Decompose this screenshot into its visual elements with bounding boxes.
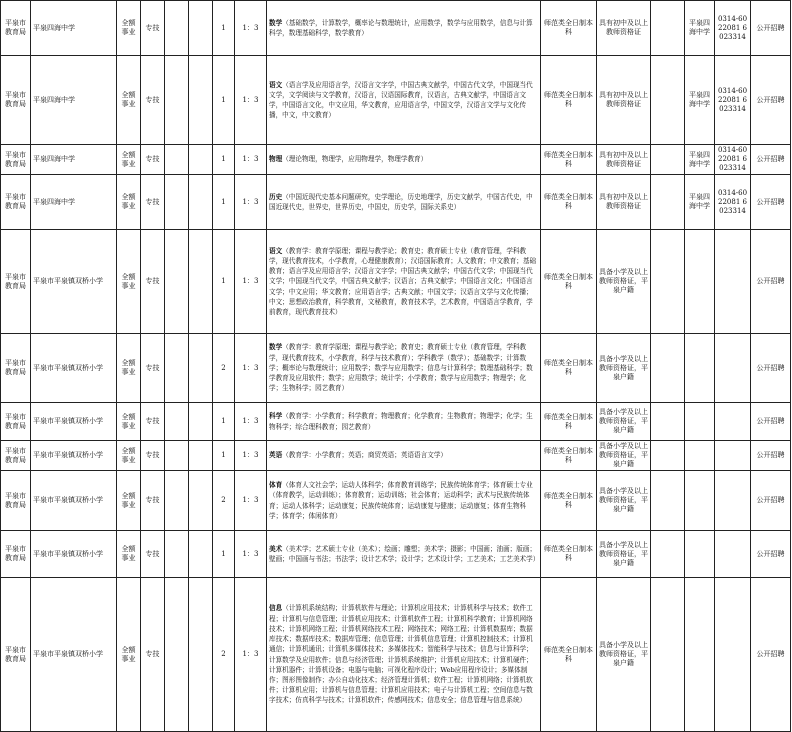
requirement-cell xyxy=(267,403,541,441)
requirement-cell xyxy=(267,471,541,531)
subject-label: 数学 xyxy=(269,18,283,27)
subject-label: 信息 xyxy=(269,604,283,613)
school-cell: 平泉市平泉镇双桥小学 xyxy=(31,230,117,334)
certificate-cell: 具备小学及以上教师资格证，平泉户籍 xyxy=(597,403,651,441)
blank-cell xyxy=(189,403,213,441)
unit-cell: 平泉市教育局 xyxy=(1,230,31,334)
post-type-cell: 专技 xyxy=(141,578,165,732)
post-type-cell: 专技 xyxy=(141,441,165,471)
contact-cell xyxy=(685,531,715,578)
unit-cell: 平泉市教育局 xyxy=(1,334,31,403)
contact-cell xyxy=(685,578,715,732)
majors-text: （理论物理，物理学，应用物理学，物理学教育） xyxy=(282,155,428,164)
hukou-cell xyxy=(651,334,685,403)
nature-cell: 全额事业 xyxy=(117,175,141,230)
education-cell: 师范类全日制本科 xyxy=(541,441,597,471)
blank-cell xyxy=(189,334,213,403)
nature-cell: 全额事业 xyxy=(117,56,141,145)
blank-cell xyxy=(189,175,213,230)
blank-cell xyxy=(189,531,213,578)
count-cell: 1 xyxy=(213,145,235,175)
requirement-cell xyxy=(267,145,541,175)
subject-label: 数学 xyxy=(269,343,283,352)
unit-cell: 平泉市教育局 xyxy=(1,471,31,531)
post-type-cell: 专技 xyxy=(141,175,165,230)
contact-cell xyxy=(685,334,715,403)
majors-text: （教育学：教育学原理；课程与教学论；教育史；教育硕士专业（教育管理，学科教学，现代教育技术，小学教育，心理健康教育）；汉语国际教育；人文教育；中文教育；基础教育；语言学及应用语言学；汉语言文字学；中国古典文献学；中国古代文学；中国现当代文学；中国现当代文学，中国古典文献学；汉语言；古典文献学；中国语言文化；中国语言文学；中文应用；华文教育；应用语言学；古典文献；中国文学；汉语言文学与文化传播；中文；思想政治教育，科学教育，文秘教育，教育技术学，艺术教育，中国语言学教育，学前教育，现代教育技术） xyxy=(269,246,537,316)
school-cell: 平泉市平泉镇双桥小学 xyxy=(31,441,117,471)
subject-label: 语文 xyxy=(269,80,283,89)
table-row xyxy=(1,578,791,732)
blank-cell xyxy=(165,145,189,175)
education-cell: 师范类全日制本科 xyxy=(541,334,597,403)
education-cell: 师范类全日制本科 xyxy=(541,145,597,175)
majors-text: （美术学；艺术硕士专业（美术）；绘画；雕塑；美术学；摄影；中国画；油画；版画；壁画；中国画与书法；书法学；设计艺术学；设计学；艺术设计学；工艺美术；工艺美术学） xyxy=(269,544,540,563)
unit-cell: 平泉市教育局 xyxy=(1,403,31,441)
table-body xyxy=(1,1,791,732)
table-row xyxy=(1,56,791,145)
count-cell: 1 xyxy=(213,531,235,578)
nature-cell: 全额事业 xyxy=(117,471,141,531)
certificate-cell: 具有初中及以上教师资格证 xyxy=(597,175,651,230)
certificate-cell: 具备小学及以上教师资格证，平泉户籍 xyxy=(597,334,651,403)
majors-text: （体育人文社会学；运动人体科学；体育教育训练学；民族传统体育学；体育硕士专业（体育教学，运动训练）；体育教育；运动训练；社会体育；运动科学；武术与民族传统体育；运动人体科学；运动康复；民族传统体育；运动康复与健康；运动康复；体育生物科学；体育学；体闲体育） xyxy=(269,481,533,520)
certificate-cell: 具备小学及以上教师资格证，平泉户籍 xyxy=(597,471,651,531)
contact-cell: 平泉四海中学 xyxy=(685,1,715,56)
method-cell: 公开招聘 xyxy=(751,175,791,230)
ratio-cell: 1：3 xyxy=(235,230,267,334)
phone-cell: 0314-6022081 6023314 xyxy=(715,56,751,145)
blank-cell xyxy=(165,175,189,230)
phone-cell xyxy=(715,230,751,334)
contact-cell xyxy=(685,403,715,441)
count-cell: 1 xyxy=(213,441,235,471)
phone-cell: 0314-6022081 6023314 xyxy=(715,175,751,230)
requirement-cell xyxy=(267,175,541,230)
count-cell: 2 xyxy=(213,471,235,531)
post-type-cell: 专技 xyxy=(141,145,165,175)
blank-cell xyxy=(165,471,189,531)
school-cell: 平泉市平泉镇双桥小学 xyxy=(31,403,117,441)
post-type-cell: 专技 xyxy=(141,230,165,334)
table-row xyxy=(1,175,791,230)
phone-cell xyxy=(715,403,751,441)
certificate-cell: 具备小学及以上教师资格证，平泉户籍 xyxy=(597,230,651,334)
method-cell: 公开招聘 xyxy=(751,403,791,441)
education-cell: 师范类全日制本科 xyxy=(541,56,597,145)
subject-label: 美术 xyxy=(269,544,283,553)
contact-cell: 平泉四海中学 xyxy=(685,56,715,145)
post-type-cell: 专技 xyxy=(141,1,165,56)
unit-cell: 平泉市教育局 xyxy=(1,56,31,145)
blank-cell xyxy=(165,403,189,441)
subject-label: 体育 xyxy=(269,481,283,490)
blank-cell xyxy=(189,230,213,334)
blank-cell xyxy=(165,56,189,145)
ratio-cell: 1：3 xyxy=(235,56,267,145)
ratio-cell: 1：3 xyxy=(235,334,267,403)
post-type-cell: 专技 xyxy=(141,531,165,578)
requirement-cell xyxy=(267,441,541,471)
unit-cell: 平泉市教育局 xyxy=(1,531,31,578)
table-row xyxy=(1,531,791,578)
phone-cell xyxy=(715,334,751,403)
nature-cell: 全额事业 xyxy=(117,441,141,471)
ratio-cell: 1：3 xyxy=(235,1,267,56)
ratio-cell: 1：3 xyxy=(235,145,267,175)
school-cell: 平泉市平泉镇双桥小学 xyxy=(31,471,117,531)
post-type-cell: 专技 xyxy=(141,334,165,403)
nature-cell: 全额事业 xyxy=(117,230,141,334)
hukou-cell xyxy=(651,56,685,145)
table-row xyxy=(1,471,791,531)
school-cell: 平泉市平泉镇双桥小学 xyxy=(31,578,117,732)
phone-cell xyxy=(715,531,751,578)
table-row xyxy=(1,230,791,334)
nature-cell: 全额事业 xyxy=(117,334,141,403)
blank-cell xyxy=(165,441,189,471)
contact-cell: 平泉四海中学 xyxy=(685,145,715,175)
education-cell: 师范类全日制本科 xyxy=(541,1,597,56)
unit-cell: 平泉市教育局 xyxy=(1,1,31,56)
certificate-cell: 具备小学及以上教师资格证，平泉户籍 xyxy=(597,441,651,471)
requirement-cell xyxy=(267,56,541,145)
table-row xyxy=(1,334,791,403)
contact-cell xyxy=(685,471,715,531)
certificate-cell: 具有初中及以上教师资格证 xyxy=(597,145,651,175)
majors-text: （基础数学，计算数学，概率论与数理统计，应用数学，数学与应用数学，信息与计算科学，数理基础科学，数学教育） xyxy=(269,18,533,37)
count-cell: 1 xyxy=(213,403,235,441)
phone-cell xyxy=(715,471,751,531)
majors-text: （教育学：小学教育；科学教育；物理教育；化学教育；生物教育；物理学；化学；生物科学；综合理科教育；园艺教育） xyxy=(269,412,533,431)
count-cell: 2 xyxy=(213,578,235,732)
count-cell: 1 xyxy=(213,1,235,56)
table-row xyxy=(1,403,791,441)
hukou-cell xyxy=(651,403,685,441)
post-type-cell: 专技 xyxy=(141,471,165,531)
post-type-cell: 专技 xyxy=(141,56,165,145)
majors-text: （教育学：教育学原理；课程与教学论；教育史；教育硕士专业（教育管理，学科教学，现代教育技术，小学教育，科学与技术教育）；学科教学（数学）；基础数学；计算数学；概率论与数理统计；应用数学；数学与应用数学；信息与计算科学；数理基础科学；数学教育及应用软件；数学；应用数学；统计学；小学教育；数学与应用数学；物理学；化学；生物科学；园艺教育） xyxy=(269,343,533,393)
method-cell: 公开招聘 xyxy=(751,145,791,175)
blank-cell xyxy=(165,230,189,334)
ratio-cell: 1：3 xyxy=(235,403,267,441)
unit-cell: 平泉市教育局 xyxy=(1,578,31,732)
contact-cell: 平泉四海中学 xyxy=(685,175,715,230)
education-cell: 师范类全日制本科 xyxy=(541,471,597,531)
ratio-cell: 1：3 xyxy=(235,578,267,732)
hukou-cell xyxy=(651,1,685,56)
unit-cell: 平泉市教育局 xyxy=(1,175,31,230)
unit-cell: 平泉市教育局 xyxy=(1,145,31,175)
subject-label: 英语 xyxy=(269,451,283,460)
ratio-cell: 1：3 xyxy=(235,441,267,471)
blank-cell xyxy=(189,1,213,56)
hukou-cell xyxy=(651,175,685,230)
blank-cell xyxy=(165,578,189,732)
phone-cell: 0314-6022081 6023314 xyxy=(715,145,751,175)
blank-cell xyxy=(165,531,189,578)
education-cell: 师范类全日制本科 xyxy=(541,578,597,732)
hukou-cell xyxy=(651,578,685,732)
requirement-cell xyxy=(267,230,541,334)
subject-label: 科学 xyxy=(269,412,283,421)
method-cell: 公开招聘 xyxy=(751,441,791,471)
majors-text: （中国近现代史基本问题研究，史学理论，历史地理学，历史文献学，中国古代史，中国近现代史，世界史，世界历史，中国史，历史学，国际关系史） xyxy=(269,192,533,211)
subject-label: 物理 xyxy=(269,155,283,164)
ratio-cell: 1：3 xyxy=(235,471,267,531)
nature-cell: 全额事业 xyxy=(117,1,141,56)
nature-cell: 全额事业 xyxy=(117,531,141,578)
method-cell: 公开招聘 xyxy=(751,1,791,56)
blank-cell xyxy=(189,471,213,531)
school-cell: 平泉四海中学 xyxy=(31,1,117,56)
hukou-cell xyxy=(651,471,685,531)
table-row xyxy=(1,1,791,56)
phone-cell: 0314-6022081 6023314 xyxy=(715,1,751,56)
majors-text: （计算机系统结构；计算机软件与理论；计算机应用技术；计算机科学与技术；软件工程；计算机与信息管理；计算机应用技术；计算机软件工程；计算机科学教育；计算机网络技术；计算机网络工程；计算机网络技术工程；网络技术；网络工程；计算机数据库；数据库技术；数据库技术；数据库管理；信息管理；计算机信息管理；计算机控制技术；计算机通信；计算机通讯；计算机多媒体技术；多媒体技术；智能科学与技术；信息与计算科学；计算数学及应用软件；信息与经济管理；计算机系统维护；计算机应用技术；计算机硬件；计算机器件；计算机设备；电器与电脑；可视化程序设计；Web应用程序设计；多媒体制作；图形图像制作；办公自动化技术；经济管理计算机；软件工程；计算机网络；计算机软件；计算机应用；计算机与信息管理；计算机应用技术；电子与计算机工程；空间信息与数字技术；仿真科学与技术；计算机软件；传感网技术；信息安全；信息管理与信息系统） xyxy=(269,604,533,705)
hukou-cell xyxy=(651,145,685,175)
blank-cell xyxy=(165,334,189,403)
method-cell: 公开招聘 xyxy=(751,531,791,578)
certificate-cell: 具有初中及以上教师资格证 xyxy=(597,1,651,56)
education-cell: 师范类全日制本科 xyxy=(541,403,597,441)
school-cell: 平泉四海中学 xyxy=(31,175,117,230)
count-cell: 1 xyxy=(213,175,235,230)
nature-cell: 全额事业 xyxy=(117,403,141,441)
subject-label: 语文 xyxy=(269,246,283,255)
requirement-cell xyxy=(267,334,541,403)
education-cell: 师范类全日制本科 xyxy=(541,531,597,578)
certificate-cell: 具备小学及以上教师资格证，平泉户籍 xyxy=(597,531,651,578)
hukou-cell xyxy=(651,230,685,334)
method-cell: 公开招聘 xyxy=(751,230,791,334)
hukou-cell xyxy=(651,441,685,471)
count-cell: 2 xyxy=(213,334,235,403)
certificate-cell: 具备小学及以上教师资格证，平泉户籍 xyxy=(597,578,651,732)
method-cell: 公开招聘 xyxy=(751,578,791,732)
method-cell: 公开招聘 xyxy=(751,56,791,145)
method-cell: 公开招聘 xyxy=(751,471,791,531)
requirement-cell xyxy=(267,1,541,56)
school-cell: 平泉四海中学 xyxy=(31,56,117,145)
blank-cell xyxy=(165,1,189,56)
table-row xyxy=(1,145,791,175)
school-cell: 平泉四海中学 xyxy=(31,145,117,175)
certificate-cell: 具有初中及以上教师资格证 xyxy=(597,56,651,145)
count-cell: 1 xyxy=(213,56,235,145)
method-cell: 公开招聘 xyxy=(751,334,791,403)
blank-cell xyxy=(189,145,213,175)
count-cell: 1 xyxy=(213,230,235,334)
blank-cell xyxy=(189,578,213,732)
nature-cell: 全额事业 xyxy=(117,145,141,175)
contact-cell xyxy=(685,230,715,334)
unit-cell: 平泉市教育局 xyxy=(1,441,31,471)
post-type-cell: 专技 xyxy=(141,403,165,441)
education-cell: 师范类全日制本科 xyxy=(541,230,597,334)
blank-cell xyxy=(189,441,213,471)
contact-cell xyxy=(685,441,715,471)
ratio-cell: 1：3 xyxy=(235,531,267,578)
subject-label: 历史 xyxy=(269,192,283,201)
blank-cell xyxy=(189,56,213,145)
requirement-cell xyxy=(267,531,541,578)
table-row xyxy=(1,441,791,471)
majors-text: （语言学及应用语言学，汉语言文字学，中国古典文献学，中国古代文学，中国现当代文学，文学阅读与文学教育，汉语言，汉语国际教育，汉语言，古典文献学，中国语言文学，中国语言文化，中文应用，华文教育，应用语言学，中国文学，汉语言文学与文化传播，中文，中文教育） xyxy=(269,80,533,120)
school-cell: 平泉市平泉镇双桥小学 xyxy=(31,334,117,403)
education-cell: 师范类全日制本科 xyxy=(541,175,597,230)
majors-text: （教育学：小学教育；英语；商贸英语；英语语言文学） xyxy=(282,451,448,460)
school-cell: 平泉市平泉镇双桥小学 xyxy=(31,531,117,578)
nature-cell: 全额事业 xyxy=(117,578,141,732)
hukou-cell xyxy=(651,531,685,578)
ratio-cell: 1：3 xyxy=(235,175,267,230)
requirement-cell xyxy=(267,578,541,732)
phone-cell xyxy=(715,441,751,471)
phone-cell xyxy=(715,578,751,732)
